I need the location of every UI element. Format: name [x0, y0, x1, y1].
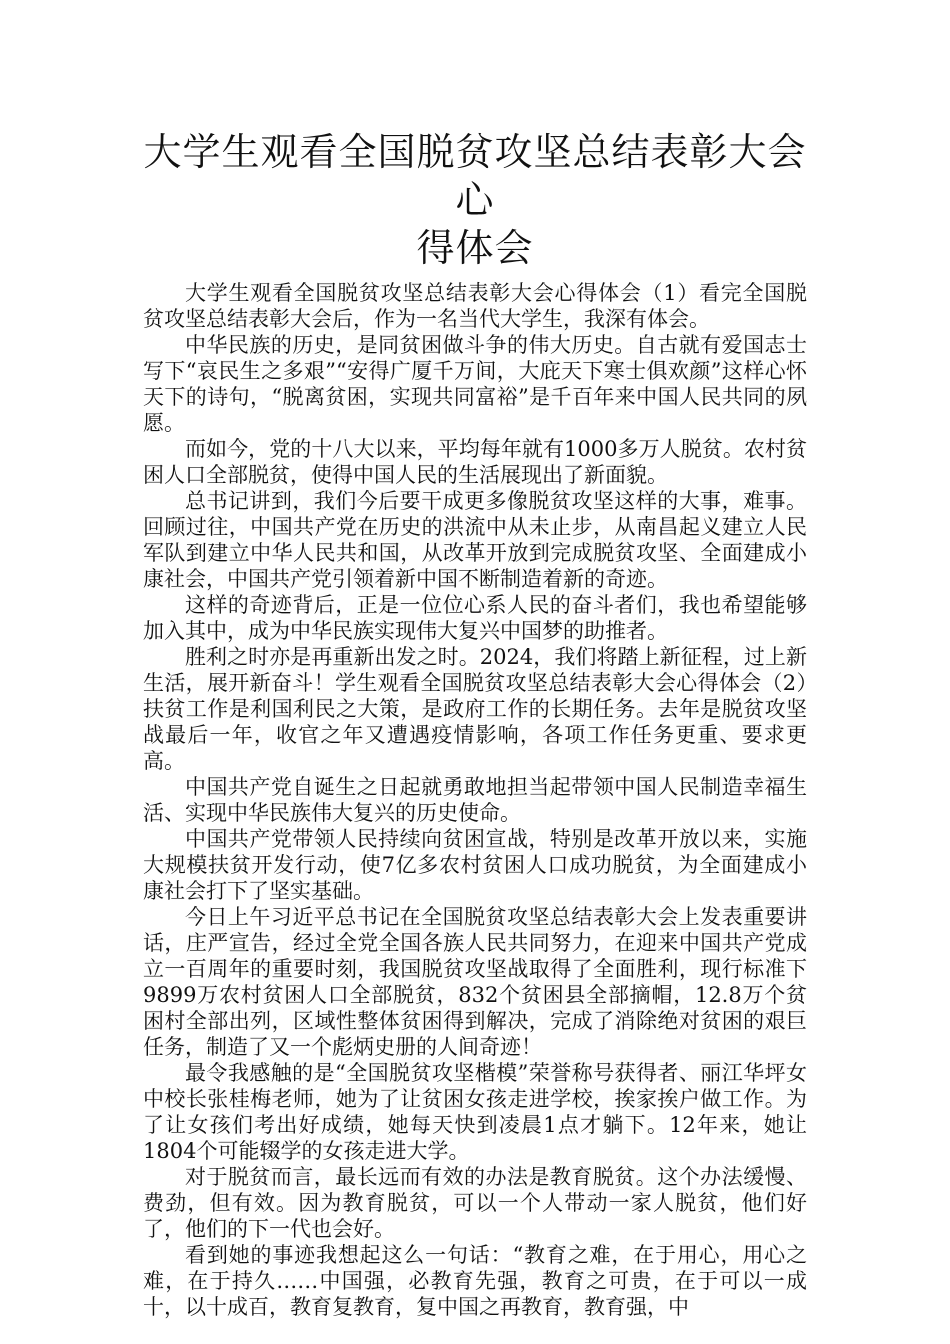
paragraph-9: 今日上午习近平总书记在全国脱贫攻坚总结表彰大会上发表重要讲话，庄严宣告，经过全党全国各族人民共同努力，在迎来中国共产党成立一百周年的重要时刻，我国脱贫攻坚战取得了全面胜利，现行标准下9899万农村贫困人口全部脱贫，832个贫困县全部摘帽，12.8万个贫困村全部出列，区域性整体贫困得到解决，完成了消除绝对贫困的艰巨任务，制造了又一个彪炳史册的人间奇迹！: [143, 905, 807, 1059]
paragraph-10: 最令我感触的是“全国脱贫攻坚楷模”荣誉称号获得者、丽江华坪女中校长张桂梅老师，她为了让贫困女孩走进学校，挨家挨户做工作。为了让女孩们考出好成绩，她每天快到凌晨1点才躺下。12年来，她让1804个可能辍学的女孩走进大学。: [143, 1061, 807, 1163]
document-body: [143, 280, 807, 1320]
paragraph-11: 对于脱贫而言，最长远而有效的办法是教育脱贫。这个办法缓慢、费劲，但有效。因为教育脱贫，可以一个人带动一家人脱贫，他们好了，他们的下一代也会好。: [143, 1165, 807, 1241]
paragraph-2: 中华民族的历史，是同贫困做斗争的伟大历史。自古就有爱国志士写下“哀民生之多艰”“安得广厦千万间，大庇天下寒士俱欢颜”这样心怀天下的诗句，“脱离贫困，实现共同富裕”是千百年来中国人民共同的夙愿。: [143, 333, 807, 435]
paragraph-7: 中国共产党自诞生之日起就勇敢地担当起带领中国人民制造幸福生活、实现中华民族伟大复兴的历史使命。: [143, 775, 807, 825]
paragraph-12: 看到她的事迹我想起这么一句话：“教育之难，在于用心，用心之难，在于持久……中国强，必教育先强，教育之可贵，在于可以一成十，以十成百，教育复教育，复中国之再教育，教育强，中: [143, 1243, 807, 1319]
paragraph-6: 胜利之时亦是再重新出发之时。2024，我们将踏上新征程，过上新生活，展开新奋斗！学生观看全国脱贫攻坚总结表彰大会心得体会（2）扶贫工作是利国利民之大策，是政府工作的长期任务。去年是脱贫攻坚战最后一年，收官之年又遭遇疫情影响，各项工作任务更重、要求更高。: [143, 645, 807, 773]
paragraph-3: 而如今，党的十八大以来，平均每年就有1000多万人脱贫。农村贫困人口全部脱贫，使得中国人民的生活展现出了新面貌。: [143, 437, 807, 487]
document-page: [143, 128, 807, 1320]
paragraph-1: 大学生观看全国脱贫攻坚总结表彰大会心得体会（1）看完全国脱贫攻坚总结表彰大会后，作为一名当代大学生，我深有体会。: [143, 281, 807, 331]
paragraph-5: 这样的奇迹背后，正是一位位心系人民的奋斗者们，我也希望能够加入其中，成为中华民族实现伟大复兴中国梦的助推者。: [143, 593, 807, 643]
document-title: [143, 128, 807, 272]
title-line-2: 得体会: [416, 226, 534, 270]
title-line-1: 大学生观看全国脱贫攻坚总结表彰大会心: [143, 130, 807, 222]
paragraph-4: 总书记讲到，我们今后要干成更多像脱贫攻坚这样的大事，难事。回顾过往，中国共产党在历史的洪流中从未止步，从南昌起义建立人民军队到建立中华人民共和国，从改革开放到完成脱贫攻坚、全面建成小康社会，中国共产党引领着新中国不断制造着新的奇迹。: [143, 489, 807, 591]
paragraph-8: 中国共产党带领人民持续向贫困宣战，特别是改革开放以来，实施大规模扶贫开发行动，使7亿多农村贫困人口成功脱贫，为全面建成小康社会打下了坚实基础。: [143, 827, 807, 903]
